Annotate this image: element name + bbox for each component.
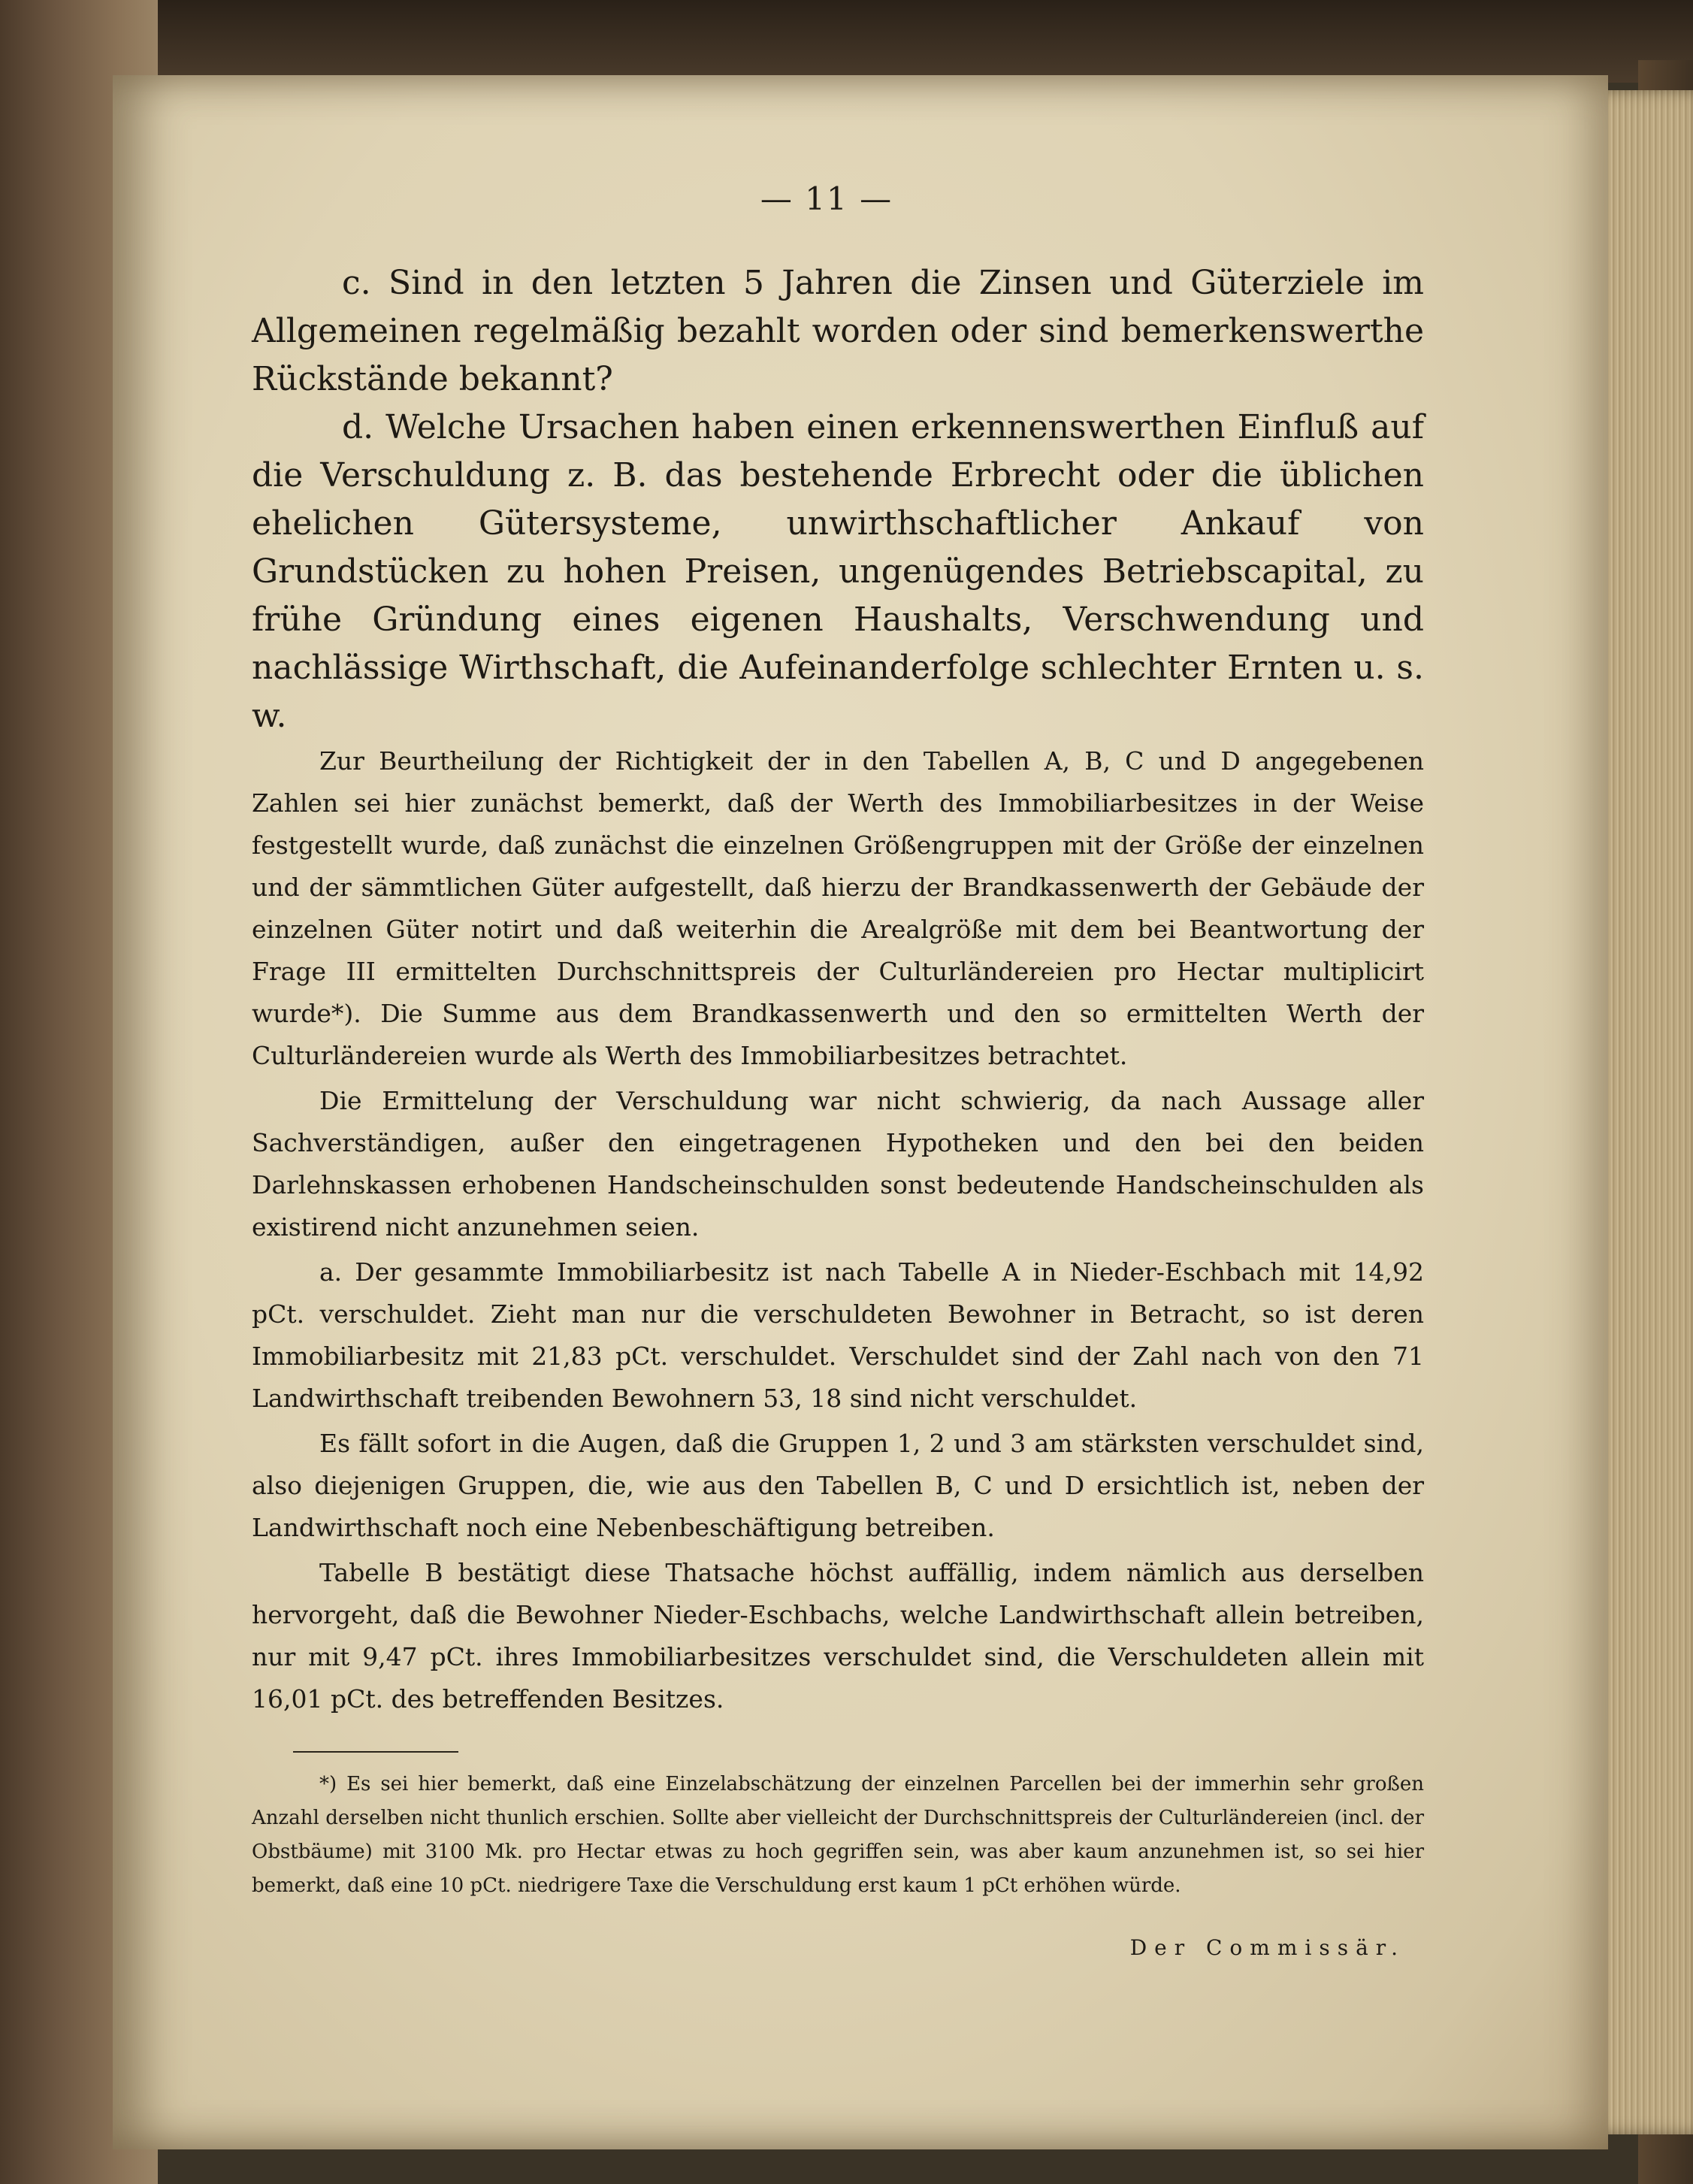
paragraph-table-a: a. Der gesammte Immobiliarbesitz ist nach Tabelle A in Nieder-Eschbach mit 14,92 pCt. verschuldet. Zieht man nur die verschuldeten Bewohner in Betracht, so ist deren Immobiliarbesitz mit 21,83 pCt. verschuldet. Verschuldet sind der Zahl nach von den 71 Landwirthschaft treibenden Bewohnern 53, 18 sind nicht verschuldet.: [252, 1257, 1424, 1413]
signature: Der Commissär.: [1129, 1935, 1405, 1960]
paragraph-debt-determination: Die Ermittelung der Verschuldung war nicht schwierig, da nach Aussage aller Sachverständigen, außer den eingetragenen Hypotheken und den bei den beiden Darlehnskassen erhobenen Handscheinschulden sonst bedeutende Handscheinschulden als existirend nicht anzunehmen seien.: [252, 1086, 1424, 1242]
footnote-text: *) Es sei hier bemerkt, daß eine Einzelabschätzung der einzelnen Parcellen bei der immerhin sehr großen Anzahl derselben nicht thunlich erschien. Sollte aber vielleicht der Durchschnittspreis der Culturländereien (incl. der Obstbäume) mit 3100 Mk. pro Hectar etwas zu hoch gegriffen sein, was aber kaum anzunehmen ist, so sei hier bemerkt, daß eine 10 pCt. niedrigere Taxe die Verschuldung erst kaum 1 pCt erhöhen würde.: [252, 1773, 1424, 1897]
page-number: — 11 —: [760, 180, 893, 217]
question-d: d. Welche Ursachen haben einen erkennenswerthen Einfluß auf die Verschuldung z. B. das bestehende Erbrecht oder die üblichen ehelichen Gütersysteme, unwirthschaftlicher Ankauf von Grundstücken zu hohen Preisen, ungenügendes Betriebscapital, zu frühe Gründung eines eigenen Haushalts, Verschwendung und nachlässige Wirthschaft, die Aufeinanderfolge schlechter Ernten u. s. w.: [252, 408, 1424, 735]
question-c: c. Sind in den letzten 5 Jahren die Zinsen und Güterziele im Allgemeinen regelmäßig bezahlt worden oder sind bemerkenswerthe Rückstände bekannt?: [252, 264, 1424, 398]
paragraph-valuation: Zur Beurtheilung der Richtigkeit der in den Tabellen A, B, C und D angegebenen Zahlen sei hier zunächst bemerkt, daß der Werth des Immobiliarbesitzes in der Weise festgestellt wurde, daß zunächst die einzelnen Größengruppen mit der Größe der einzelnen und der sämmtlichen Güter aufgestellt, daß hierzu der Brandkassenwerth der Gebäude der einzelnen Güter notirt und daß weiterhin die Arealgröße mit dem bei Beantwortung der Frage III ermittelten Durchschnittspreis der Culturländereien pro Hectar multiplicirt wurde*). Die Summe aus dem Brandkassenwerth und den so ermittelten Werth der Culturländereien wurde als Werth des Immobiliarbesitzes betrachtet.: [252, 746, 1424, 1070]
paragraph-groups: Es fällt sofort in die Augen, daß die Gruppen 1, 2 und 3 am stärksten verschuldet sind, also diejenigen Gruppen, die, wie aus den Tabellen B, C und D ersichtlich ist, neben der Landwirthschaft noch eine Nebenbeschäftigung betreiben.: [252, 1429, 1424, 1542]
question-list: [252, 259, 1424, 740]
footnote-divider: [293, 1751, 458, 1753]
scan-background-top: [0, 0, 1693, 83]
paragraph-table-b: Tabelle B bestätigt diese Thatsache höchst auffällig, indem nämlich aus derselben hervorgeht, daß die Bewohner Nieder-Eschbachs, welche Landwirthschaft allein betreiben, nur mit 9,47 pCt. ihres Immobiliarbesitzes verschuldet sind, die Verschuldeten allein mit 16,01 pCt. des betreffenden Besitzes.: [252, 1558, 1424, 1714]
body-text: [252, 740, 1424, 1723]
footnote: [252, 1768, 1424, 1903]
